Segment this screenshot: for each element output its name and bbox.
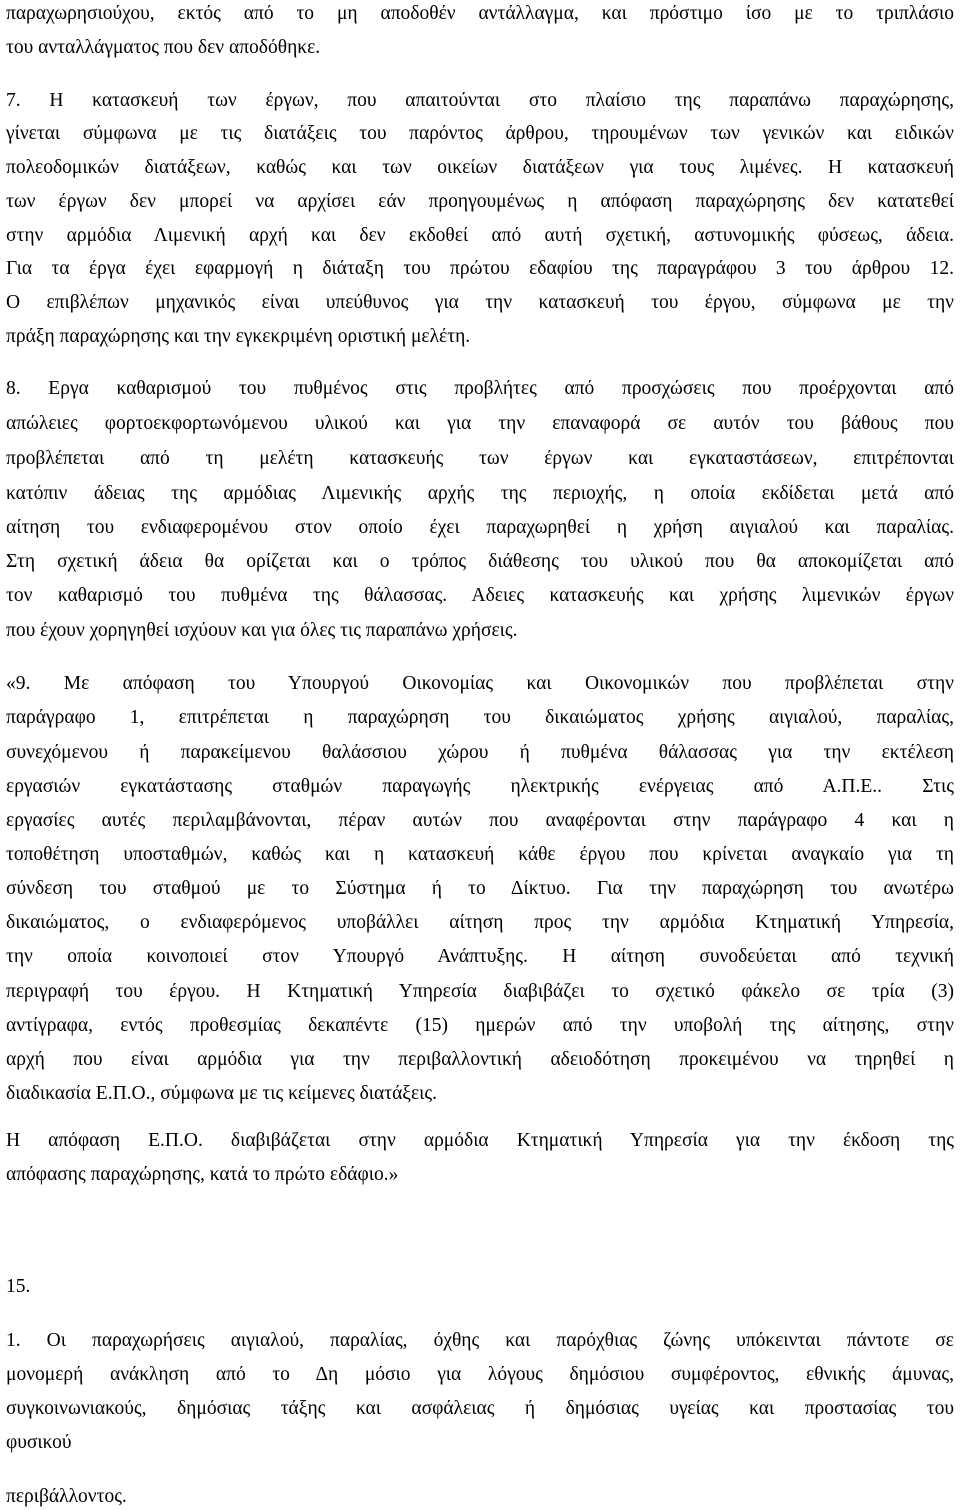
text-line: των έργων δεν μπορεί να αρχίσει εάν προηγουμένως η απόφαση παραχώρησης δεν κατατεθεί (6, 191, 954, 212)
text-line: μονομερή ανάκληση από το Δη μόσιο για λόγους δημόσιου συμφέροντος, εθνικής άμυνας, (6, 1364, 954, 1385)
text-line: σύνδεση του σταθμού με το Σύστημα ή το Δίκτυο. Για την παραχώρηση του ανωτέρω (6, 878, 954, 899)
text-line: πράξη παραχώρησης και την εγκεκριμένη οριστική μελέτη. (6, 326, 471, 347)
text-line: φυσικού (6, 1432, 72, 1453)
text-line: παράγραφο 1, επιτρέπεται η παραχώρηση του δικαιώματος χρήσης αιγιαλού, παραλίας, (6, 707, 954, 728)
text-line: Η απόφαση Ε.Π.Ο. διαβιβάζεται στην αρμόδια Κτηματική Υπηρεσία για την έκδοση της (6, 1130, 954, 1151)
text-line: αρχή που είναι αρμόδια για την περιβαλλοντική αδειοδότηση προκειμένου να τηρηθεί η (6, 1049, 954, 1070)
text-line: παραχωρησιούχου, εκτός από το μη αποδοθέν αντάλλαγμα, και πρόστιμο ίσο με το τριπλάσιο (6, 3, 954, 24)
text-line: δικαιώματος, ο ενδιαφερόμενος υποβάλλει αίτηση προς την αρμόδια Κτηματική Υπηρεσία, (6, 912, 954, 933)
text-line: απώλειες φορτοεκφορτωνόμενου υλικού και για την επαναφορά σε αυτόν του βάθους που (6, 413, 954, 434)
text-line: που έχουν χορηγηθεί ισχύουν και για όλες τις παραπάνω χρήσεις. (6, 620, 518, 641)
text-line: Ο επιβλέπων μηχανικός είναι υπεύθυνος για την κατασκευή του έργου, σύμφωνα με την (6, 292, 954, 313)
text-line: την οποία κοινοποιεί στον Υπουργό Ανάπτυξης. Η αίτηση συνοδεύεται από τεχνική (6, 946, 954, 967)
text-line: συγκοινωνιακούς, δημόσιας τάξης και ασφάλειας ή δημόσιας υγείας και προστασίας του (6, 1398, 954, 1419)
text-line: περιγραφή του έργου. Η Κτηματική Υπηρεσία διαβιβάζει το σχετικό φάκελο σε τρία (3) (6, 981, 954, 1002)
text-line: «9. Με απόφαση του Υπουργού Οικονομίας και Οικονομικών που προβλέπεται στην (6, 673, 954, 694)
text-line: τον καθαρισμό του πυθμένα της θάλασσας. Αδειες κατασκευής και χρήσης λιμενικών έργων (6, 585, 954, 606)
text-line: 7. Η κατασκευή των έργων, που απαιτούνται στο πλαίσιο της παραπάνω παραχώρησης, (6, 90, 954, 111)
text-line: εργασιών εγκατάστασης σταθμών παραγωγής ηλεκτρικής ενέργειας από Α.Π.Ε.. Στις (6, 776, 954, 797)
text-line: 8. Εργα καθαρισμού του πυθμένος στις προβλήτες από προσχώσεις που προέρχονται από (6, 378, 954, 399)
text-line: Στη σχετική άδεια θα ορίζεται και ο τρόπος διάθεσης του υλικού που θα αποκομίζεται από (6, 551, 954, 572)
text-line: εργασίες αυτές περιλαμβάνονται, πέραν αυτών που αναφέρονται στην παράγραφο 4 και η (6, 810, 954, 831)
text-line: προβλέπεται από τη μελέτη κατασκευής των έργων και εγκαταστάσεων, επιτρέπονται (6, 448, 954, 469)
text-line: τοποθέτηση υποσταθμών, καθώς και η κατασκευή κάθε έργου που κρίνεται αναγκαίο για τη (6, 844, 954, 865)
article-number: 15. (6, 1276, 31, 1297)
text-line: πολεοδομικών διατάξεων, καθώς και των οικείων διατάξεων για τους λιμένες. Η κατασκευή (6, 157, 954, 178)
text-line: αίτηση του ενδιαφερομένου στον οποίο έχει παραχωρηθεί η χρήση αιγιαλού και παραλίας. (6, 517, 954, 538)
text-line: διαδικασία Ε.Π.Ο., σύμφωνα με τις κείμενες διατάξεις. (6, 1083, 438, 1104)
text-line: του ανταλλάγματος που δεν αποδόθηκε. (6, 37, 321, 58)
text-line: απόφασης παραχώρησης, κατά το πρώτο εδάφιο.» (6, 1164, 399, 1185)
text-line: Για τα έργα έχει εφαρμογή η διάταξη του πρώτου εδαφίου της παραγράφου 3 του άρθρου 12. (6, 258, 954, 279)
text-line: στην αρμόδια Λιμενική αρχή και δεν εκδοθεί από αυτή σχετική, αστυνομικής φύσεως, άδεια. (6, 225, 954, 246)
text-line: περιβάλλοντος. (6, 1486, 127, 1507)
text-line: γίνεται σύμφωνα με τις διατάξεις του παρόντος άρθρου, τηρουμένων των γενικών και ειδικών (6, 123, 954, 144)
text-line: συνεχόμενου ή παρακείμενου θαλάσσιου χώρου ή πυθμένα θάλασσας για την εκτέλεση (6, 742, 954, 763)
text-line: κατόπιν άδειας της αρμόδιας Λιμενικής αρχής της περιοχής, η οποία εκδίδεται μετά από (6, 483, 954, 504)
text-line: αντίγραφα, εντός προθεσμίας δεκαπέντε (15) ημερών από την υποβολή της αίτησης, στην (6, 1015, 954, 1036)
text-line: 1. Οι παραχωρήσεις αιγιαλού, παραλίας, όχθης και παρόχθιας ζώνης υπόκεινται πάντοτε σε (6, 1330, 954, 1351)
